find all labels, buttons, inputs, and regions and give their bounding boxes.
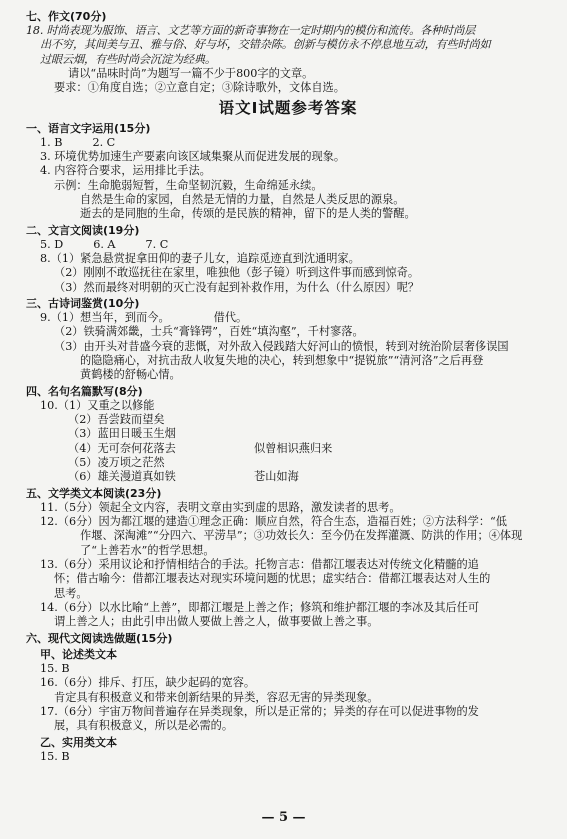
answer-11: 11.（5分）领起全文内容，表明文章由实到虚的思路，激发读者的思考。 [40,500,401,514]
question-18-line2: 出不穷，其间美与丑、雅与俗、好与坏，交错杂陈。创新与模仿永不停息地互动，有些时尚如 [40,38,491,52]
answer-9-3-line3: 黄鹤楼的舒畅心情。 [80,368,181,382]
answer-12-line2: 作堰、深淘滩”“分四六、平涝旱”；③功效长久：至今仍在发挥灌溉、防洪的作用；④体现 [80,529,523,543]
answer-13-line3: 思考。 [54,586,88,600]
answer-16-line1: 16.（6分）排斥、打压，缺少起码的宽容。 [40,676,256,690]
answers-1-2 [26,136,550,150]
answer-9-1-text: 9.（1）想当年，到而今。 [40,311,170,325]
recitation-line: （4）无可奈何花落去 [68,441,176,455]
section6-heading: 六、现代文阅读选做题(15分) [26,631,173,645]
answer-8-1: 8.（1）紧急悬赏捉拿田仰的妻子儿女，追踪觅迹直到沈通明家。 [40,252,360,265]
answer-5: 5. D [40,237,64,251]
section7-heading: 七、作文(70分) [26,10,107,23]
recitation-item [26,456,550,470]
recitation-next-line: 似曾相识燕归来 [254,441,333,455]
answer-17-line1: 17.（6分）宇宙万物间普遍存在异类现象，所以是正常的；异类的存在可以促进事物的发 [40,704,479,718]
answer-14-line1: 14.（6分）以水比喻“上善”，即都江堰是上善之作；修筑和维护都江堰的李冰及其后任可 [40,601,480,615]
recitation-line: 10.（1）又重之以修能 [40,398,155,412]
subsection-practical: 乙、实用类文本 [40,735,117,749]
section2-heading: 二、文言文阅读(19分) [26,223,140,237]
section3-heading: 三、古诗词鉴赏(10分) [26,296,140,310]
answer-12-line1: 12.（6分）因为都江堰的建造①理念正确：顺应自然，符合生态，造福百姓；②方法科学：“低 [40,515,507,529]
answer-9-2: （2）铁骑满郊畿，士兵“膏锋锷”，百姓“填沟壑”，千村寥落。 [54,325,364,339]
question-18-line1: 18. 时尚表现为服饰、语言、文艺等方面的新奇事物在一定时期内的模仿和流传。各种时尚层 [26,24,476,38]
answers-5-7 [26,238,550,252]
answer-13-line1: 13.（6分）采用议论和抒情相结合的手法。托物言志：借都江堰表达对传统文化精髓的追 [40,558,479,572]
answer-12-line3: 了“上善若水”的哲学思想。 [80,543,215,557]
recitation-line: （3）蓝田日暖玉生烟 [68,427,176,441]
answer-9-3-line2: 的隐隐痛心，对抗击敌人收复失地的决心，转到想象中“提锐旅”“清河洛”之后再登 [80,354,484,368]
section4-heading: 四、名句名篇默写(8分) [26,384,143,398]
page-number: — 5 — [261,810,306,825]
question-18-line3: 过眼云烟，有些时尚会沉淀为经典。 [40,52,216,66]
answer-13-line2: 怀；借古喻今：借都江堰表达对现实环境问题的忧思；虚实结合：借都江堰表达对人生的 [54,572,491,586]
answer-1: 1. B [40,135,63,149]
recitation-item [26,413,550,427]
recitation-line: （2）吾尝跂而望矣 [68,413,165,427]
recitation-line: （5）凌万顷之茫然 [68,456,165,470]
answer-4-example2: 自然是生命的家园，自然是无情的力量，自然是人类反思的源泉。 [80,192,405,206]
answer-6: 6. A [93,237,116,251]
answer-3: 3. 环境优势加速生产要素向该区域集聚从而促进发展的现象。 [40,149,346,163]
essay-requirements: 要求：①角度自选；②立意自定；③除诗歌外，文体自选。 [54,81,345,95]
recitation-item [26,442,550,456]
recitation-item [26,427,550,441]
section5-heading: 五、文学类文本阅读(23分) [26,486,162,500]
answer-14-line2: 谓上善之人；由此引申出做人要做上善之人，做事要做上善之事。 [54,615,379,629]
answer-16-line2: 肯定具有积极意义和带来创新结果的异类，容忍无害的异类现象。 [54,690,379,704]
answer-2: 2. C [92,135,116,149]
answer-page [26,8,550,764]
answer-4-example3: 逝去的是同胞的生命，传颂的是民族的精神，留下的是人类的警醒。 [80,207,416,221]
recitation-item [26,470,550,484]
essay-prompt: 请以“品味时尚”为题写一篇不少于800字的文章。 [68,67,314,81]
answer-9-3-line1: （3）由开头对昔盛今衰的悲慨，对外敌入侵践踏大好河山的愤恨，转到对统治阶层奢侈误国 [54,339,509,353]
answer-9-1 [26,311,550,325]
answer-15-a: 15. B [40,661,70,675]
recitation-next-line: 苍山如海 [254,470,299,484]
recitation-list [26,399,550,485]
answer-4: 4. 内容符合要求，运用排比手法。 [40,164,211,178]
subsection-argument: 甲、论述类文本 [40,647,117,661]
answer-7: 7. C [145,237,169,251]
recitation-line: （6）雄关漫道真如铁 [68,470,176,484]
answer-title: 语文Ⅰ试题参考答案 [218,98,358,117]
answer-4-example1: 示例：生命脆弱短暂，生命坚韧沉毅，生命绵延永续。 [54,178,323,192]
answer-9-1-device: 借代。 [213,311,248,325]
answer-8-2: （2）刚刚不敢巡抚往在家里，唯独他（彭子镜）听到这件事而感到惊奇。 [54,266,420,280]
section1-heading: 一、语言文字运用(15分) [26,121,151,135]
answer-15-b: 15. B [40,749,70,763]
recitation-item [26,399,550,413]
answer-17-line2: 展，具有积极意义，所以是必需的。 [54,719,234,733]
answer-8-3: （3）然而最终对明朝的灭亡没有起到补救作用，为什么（什么原因）呢？ [54,280,420,294]
